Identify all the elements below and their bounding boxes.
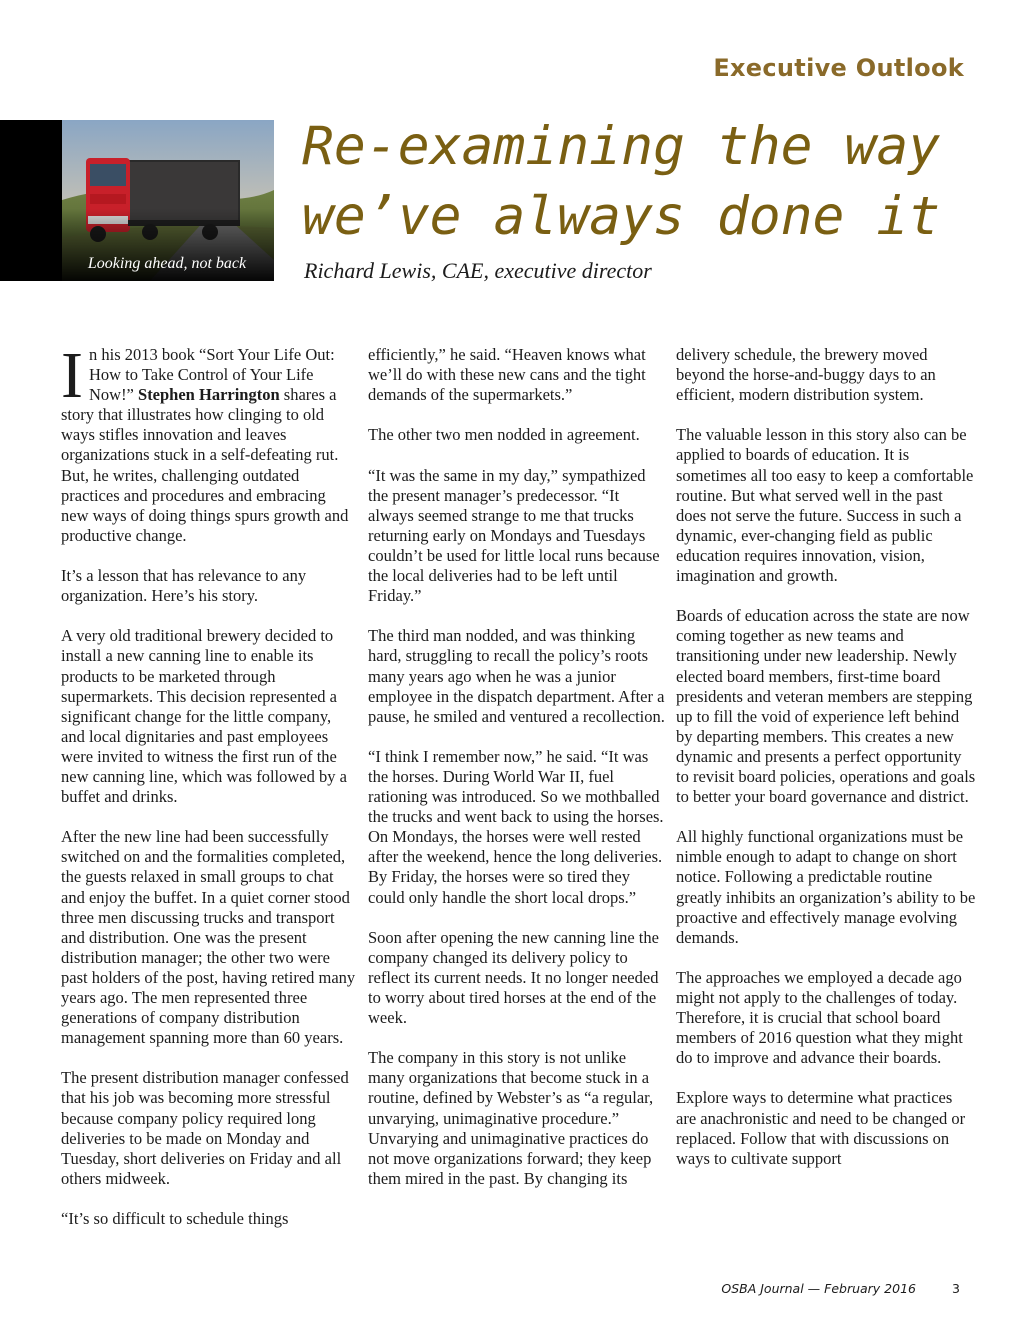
paragraph: The approaches we employed a decade ago might not apply to the challenges of today. Therefore, it is crucial that school board members of 2016 question what they might do to improve and advance their boards. [676,967,963,1068]
headline-line-1: Re-examining the way [302,116,941,177]
article-column-3 [676,345,976,1189]
paragraph-continued: efficiently,” he said. “Heaven knows what we’ll do with these new cans and the tight demands of the supermarkets.” [368,345,646,405]
paragraph: Soon after opening the new canning line the company changed its delivery policy to reflect its current needs. It no longer needed to worry about tired horses at the end of the week. [368,927,659,1028]
paragraph: It’s a lesson that has relevance to any organization. Here’s his story. [61,566,307,606]
paragraph: The company in this story is not unlike many organizations that become stuck in a routine, defined by Webster’s as “a regular, unvarying, unimaginative procedure.” Unvarying and unimaginative practices do not move organizations forward; they keep them mired in the past. By changing its [368,1048,654,1188]
paragraph: “It’s so difficult to schedule things [61,1209,289,1229]
paragraph: All highly functional organizations must be nimble enough to adapt to change on short notice. Following a predictable routine greatly inhibits an organization’s ability to be proactive and effectively manage evolving demands. [676,827,976,947]
paragraph-continued: delivery schedule, the brewery moved beyond the horse-and-buggy days to an efficient, modern distribution system. [676,345,936,405]
section-label: Executive Outlook [713,54,964,82]
paragraph: The present distribution manager confessed that his job was becoming more stressful because company policy required long deliveries to be made on Monday and Tuesday, short deliveries on Friday and all others midweek. [61,1068,349,1188]
paragraph: “It was the same in my day,” sympathized the present manager’s predecessor. “It always seemed strange to me that trucks returning early on Mondays and Tuesdays couldn’t be used for little local runs because the local deliveries had to be left until Friday.” [368,465,660,606]
paragraph: A very old traditional brewery decided to install a new canning line to enable its products to be marketed through supermarkets. This decision represented a significant change for the little company, and local dignitaries and past employees were invited to witness the first run of the new canning line, which was followed by a buffet and drinks. [61,626,347,807]
footer-publication: OSBA Journal — February 2016 [721,1281,916,1296]
page-number: 3 [952,1281,960,1296]
paragraph: In his 2013 book “Sort Your Life Out: How to Take Control of Your Life Now!” Stephen Harrington shares a story that illustrates how clinging to old ways stifles innovation and leaves organizations stuck in a self-defeating rut. But, he writes, challenging outdated practices and procedures and embracing new ways of doing things spurs growth and productive change. [61,339,349,545]
paragraph: The third man nodded, and was thinking hard, struggling to recall the policy’s roots many years ago when he was a junior employee in the dispatch department. After a pause, he smiled and ventured a recollection. [368,626,665,726]
byline: Richard Lewis, CAE, executive director [304,258,652,283]
article-column-2 [368,345,666,1209]
paragraph: After the new line had been successfully switched on and the formalities completed, the guests relaxed in small groups to chat and enjoy the buffet. In a quiet corner stood three men discussing trucks and transport and distribution. One was the present distribution manager; the other two were past holders of the post, having retired many years ago. The men represented three generations of company distribution management spanning more than 60 years. [61,827,356,1048]
drop-cap: I [61,339,83,412]
author-name: Stephen Harrington [138,385,280,405]
paragraph: “I think I remember now,” he said. “It was the horses. During World War II, fuel rationing was introduced. So we mothballed the trucks and went back to using the horses. On Mondays, the horses were well rested after the weekend, hence the long deliveries. By Friday, the horses were so tired they could only handle the short local drops.” [368,746,664,907]
article-column-1 [61,339,357,1249]
headline-line-2: we’ve always done it [302,186,941,247]
paragraph: Boards of education across the state are now coming together as new teams and transitioning under new leadership. Newly elected board members, first-time board presidents and veteran members are stepping up to fill the void of experience left behind by departing members. This creates a new dynamic and presents a perfect opportunity to revisit board policies, operations and goals to better your board governance and district. [676,606,976,807]
paragraph: The valuable lesson in this story also can be applied to boards of education. It is sometimes all too easy to keep a comfortable routine. But what served well in the past does not serve the future. Success in such a dynamic, ever-changing field as public education requires innovation, vision, imagination and growth. [676,425,974,586]
paragraph: Explore ways to determine what practices are anachronistic and need to be changed or replaced. Follow that with discussions on ways to cultivate support [676,1088,966,1168]
photo-caption: Looking ahead, not back [87,255,247,272]
article-headline [302,112,982,252]
paragraph: The other two men nodded in agreement. [368,425,640,445]
